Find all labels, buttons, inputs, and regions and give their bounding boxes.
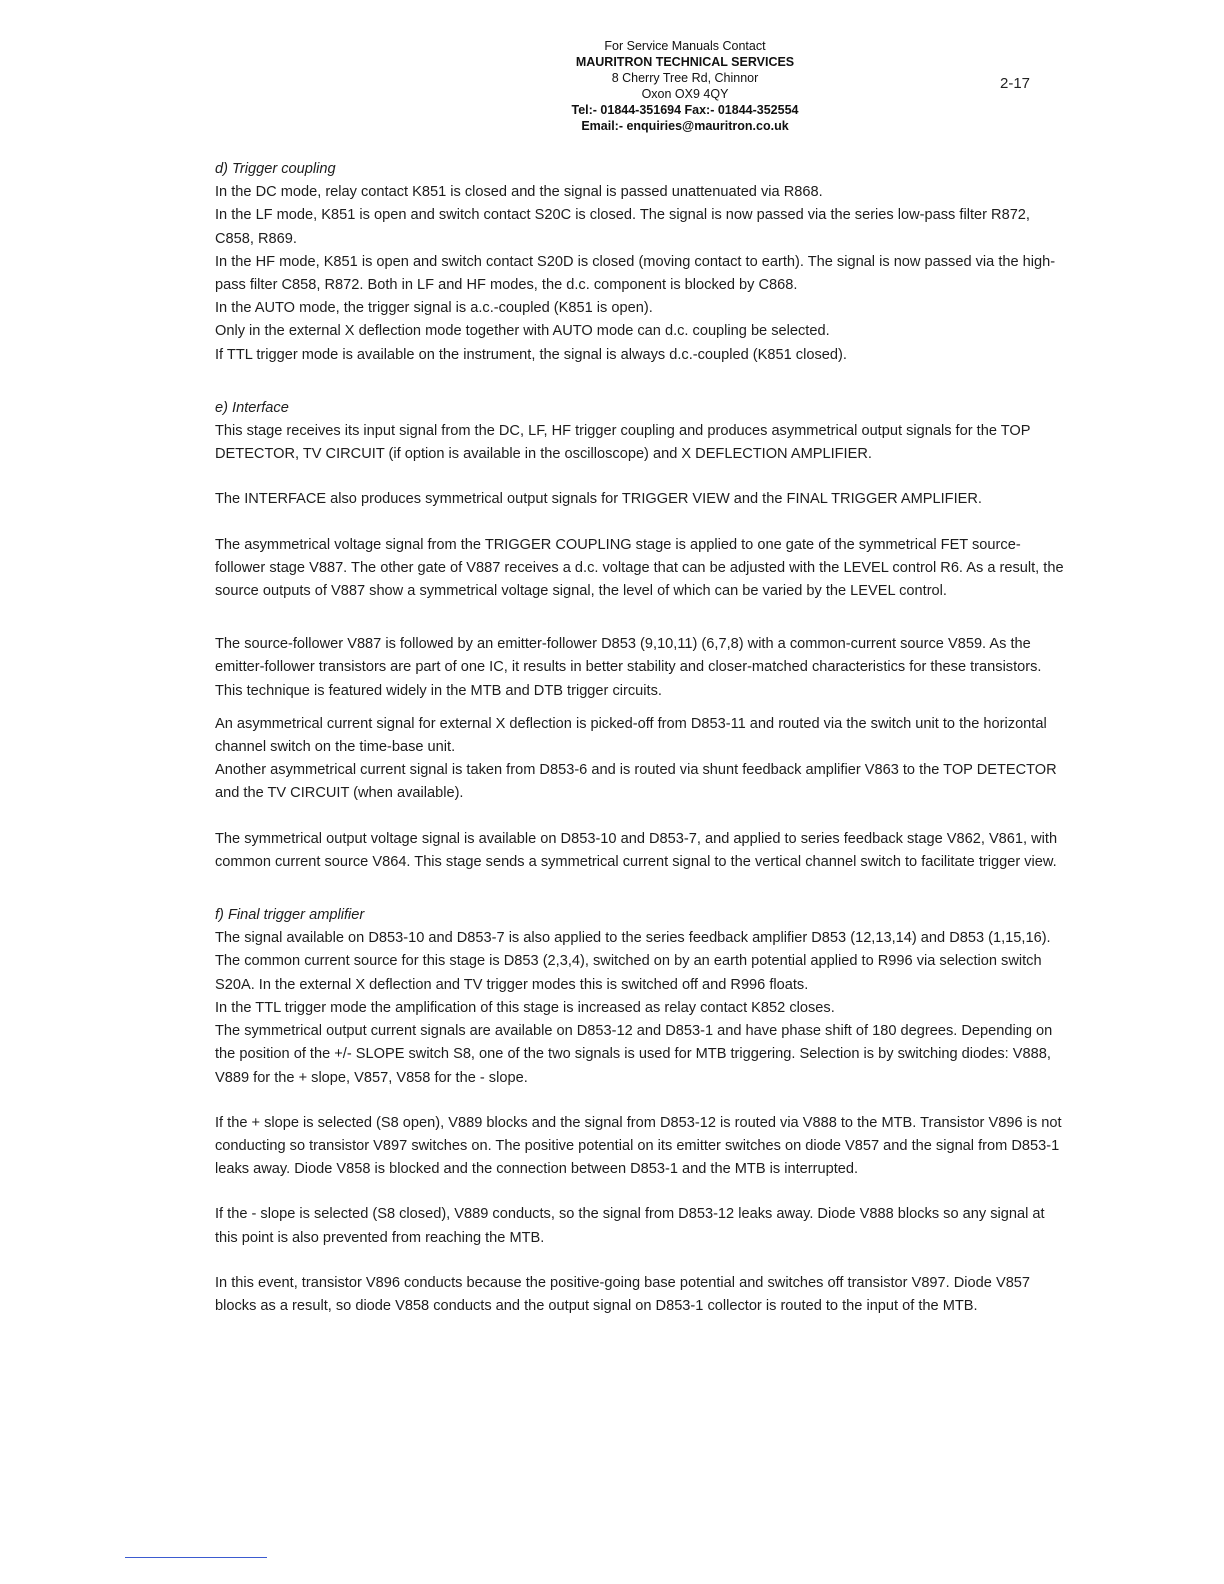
service-contact-stamp [560,38,810,134]
spacer [215,874,1065,904]
paragraph: Another asymmetrical current signal is taken from D853-6 and is routed via shunt feedback amplifier V863 to the TOP DETECTOR and the TV CIRCUIT (when available). [215,762,1057,802]
stamp-line: Oxon OX9 4QY [641,87,729,101]
section-heading-final-trigger-amplifier: f) Final trigger amplifier [215,907,365,924]
paragraph: In the LF mode, K851 is open and switch contact S20C is closed. The signal is now passed via the series low-pass filter R872, C858, R869. [215,207,1030,247]
paragraph: If the - slope is selected (S8 closed), V889 conducts, so the signal from D853-12 leaks away. Diode V888 blocks so any signal at this point is also prevented from reaching the MTB. [215,1206,1045,1246]
paragraph: The INTERFACE also produces symmetrical output signals for TRIGGER VIEW and the FINAL TRIGGER AMPLIFIER. [215,491,982,508]
stamp-line: 8 Cherry Tree Rd, Chinnor [611,71,759,85]
spacer [215,512,1065,534]
paragraph: If TTL trigger mode is available on the instrument, the signal is always d.c.-coupled (K851 closed). [215,346,847,363]
paragraph: Only in the external X deflection mode together with AUTO mode can d.c. coupling be selected. [215,323,830,340]
section-heading-trigger-coupling: d) Trigger coupling [215,161,336,177]
paragraph: The symmetrical output voltage signal is available on D853-10 and D853-7, and applied to series feedback stage V862, V861, with common current source V864. This stage sends a symmetrical current signal to the vertical channel switch to facilitate trigger view. [215,830,1058,870]
stamp-phone: Tel:- 01844-351694 Fax:- 01844-352554 [571,103,799,117]
paragraph: In the TTL trigger mode the amplification of this stage is increased as relay contact K852 closes. [215,999,835,1016]
paragraph: An asymmetrical current signal for external X deflection is picked-off from D853-11 and routed via the switch unit to the horizontal channel switch on the time-base unit. [215,715,1047,756]
spacer [215,466,1065,488]
paragraph: The signal available on D853-10 and D853-7 is also applied to the series feedback amplifier D853 (12,13,14) and D853 (1,15,16). The common current source for this stage is D853 (2,3,4), switched on by an earth potential applied to R996 via selection switch S20A. In the external X deflection and TV trigger modes this is switched off and R996 floats. [215,930,1051,993]
paragraph: In the DC mode, relay contact K851 is closed and the signal is passed unattenuated via R868. [215,184,823,201]
spacer [215,806,1065,828]
paragraph: This stage receives its input signal from the DC, LF, HF trigger coupling and produces asymmetrical output signals for the TOP DETECTOR, TV CIRCUIT (if option is available in the oscilloscope) and X DEFLECTION AMPLIFIER. [215,423,1031,463]
spacer [215,1181,1065,1203]
paragraph: The symmetrical output current signals are available on D853-12 and D853-1 and have phase shift of 180 degrees. Depending on the position of the +/- SLOPE switch S8, one of the two signals is used for MTB triggering. Selection is by switching diodes: V888, V889 for the + slope, V857, V858 for the - slope. [215,1023,1053,1086]
paragraph: If the + slope is selected (S8 open), V889 blocks and the signal from D853-12 is routed via V888 to the MTB. Transistor V896 is not conducting so transistor V897 switches on. The positive potential on its emitter switches on diode V857 and the signal from D853-1 leaks away. Diode V858 is blocked and the connection between D853-1 and the MTB is interrupted. [215,1114,1062,1178]
paragraph: In the AUTO mode, the trigger signal is a.c.-coupled (K851 is open). [215,300,653,317]
paragraph: In this event, transistor V896 conducts because the positive-going base potential and switches off transistor V897. Diode V857 blocks as a result, so diode V858 conducts and the output signal on D853-1 collector is routed to the input of the MTB. [215,1274,1031,1314]
document-body [215,158,1065,1318]
stamp-email: Email:- enquiries@mauritron.co.uk [581,119,789,133]
page-number: 2-17 [1000,75,1031,92]
paragraph: The source-follower V887 is followed by an emitter-follower D853 (9,10,11) (6,7,8) with a common-current source V859. As the emitter-follower transistors are part of one IC, it results in better stability and closer-matched characteristics for these transistors. This technique is featured widely in the MTB and DTB trigger circuits. [215,636,1042,699]
paragraph: In the HF mode, K851 is open and switch contact S20D is closed (moving contact to earth). The signal is now passed via the high-pass filter C858, R872. Both in LF and HF modes, the d.c. component is blocked by C868. [215,253,1056,294]
spacer [215,1090,1065,1112]
paragraph: The asymmetrical voltage signal from the TRIGGER COUPLING stage is applied to one gate of the symmetrical FET source-follower stage V887. The other gate of V887 receives a d.c. voltage that can be adjusted with the LEVEL control R6. As a result, the source outputs of V887 show a symmetrical voltage signal, the level of which can be varied by the LEVEL control. [215,536,1064,600]
spacer [215,1250,1065,1272]
stamp-company: MAURITRON TECHNICAL SERVICES [575,55,795,69]
spacer [215,367,1065,397]
footer-rule [125,1557,267,1558]
section-heading-interface: e) Interface [215,399,289,416]
spacer [215,603,1065,633]
spacer [215,703,1065,713]
stamp-line: For Service Manuals Contact [604,39,766,53]
